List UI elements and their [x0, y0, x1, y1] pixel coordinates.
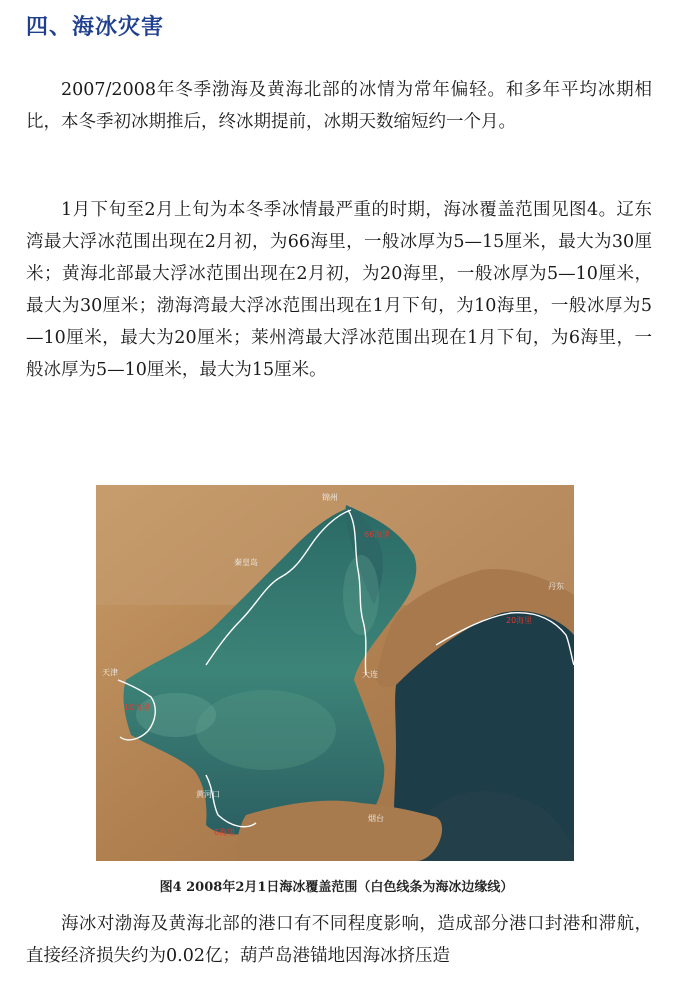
sea-ice-satellite-image: [96, 485, 574, 861]
ice-label-yellow-sea-north: 20海里: [506, 616, 533, 625]
label-qinhuangdao: 秦皇岛: [234, 558, 258, 567]
label-huanghekou: 黄河口: [196, 790, 220, 799]
label-jinzhou: 锦州: [322, 493, 338, 502]
ice-label-bohai-bay: 10海里: [124, 703, 151, 712]
paragraph-port-impact: 海冰对渤海及黄海北部的港口有不同程度影响，造成部分港口封港和滞航，直接经济损失约为0.02亿；葫芦岛港锚地因海冰挤压造: [26, 914, 652, 966]
label-dandong: 丹东: [548, 582, 564, 591]
section-heading: 四、海冰灾害: [26, 15, 165, 40]
ice-label-liaodong: 66海里: [364, 530, 391, 539]
paragraph-ice-overview: 2007/2008年冬季渤海及黄海北部的冰情为常年偏轻。和多年平均冰期相比，本冬季初冰期推后，终冰期提前，冰期天数缩短约一个月。: [26, 80, 652, 132]
paragraph-ice-extent: 1月下旬至2月上旬为本冬季冰情最严重的时期，海冰覆盖范围见图4。辽东湾最大浮冰范围出现在2月初，为66海里，一般冰厚为5—15厘米，最大为30厘米；黄海北部最大浮冰范围出现在2月初，为20海里，一般冰厚为5—10厘米，最大为30厘米；渤海湾最大浮冰范围出现在1月下旬，为10海里，一般冰厚为5—10厘米，最大为20厘米；莱州湾最大浮冰范围出现在1月下旬，为6海里，一般冰厚为5—10厘米，最大为15厘米。: [26, 200, 652, 380]
label-dalian: 大连: [362, 670, 378, 679]
ice-label-laizhou: 6海里: [214, 828, 236, 837]
label-yantai: 烟台: [368, 814, 384, 823]
label-tianjin: 天津: [102, 668, 118, 677]
figure-caption: 图4 2008年2月1日海冰覆盖范围（白色线条为海冰边缘线）: [159, 880, 514, 895]
